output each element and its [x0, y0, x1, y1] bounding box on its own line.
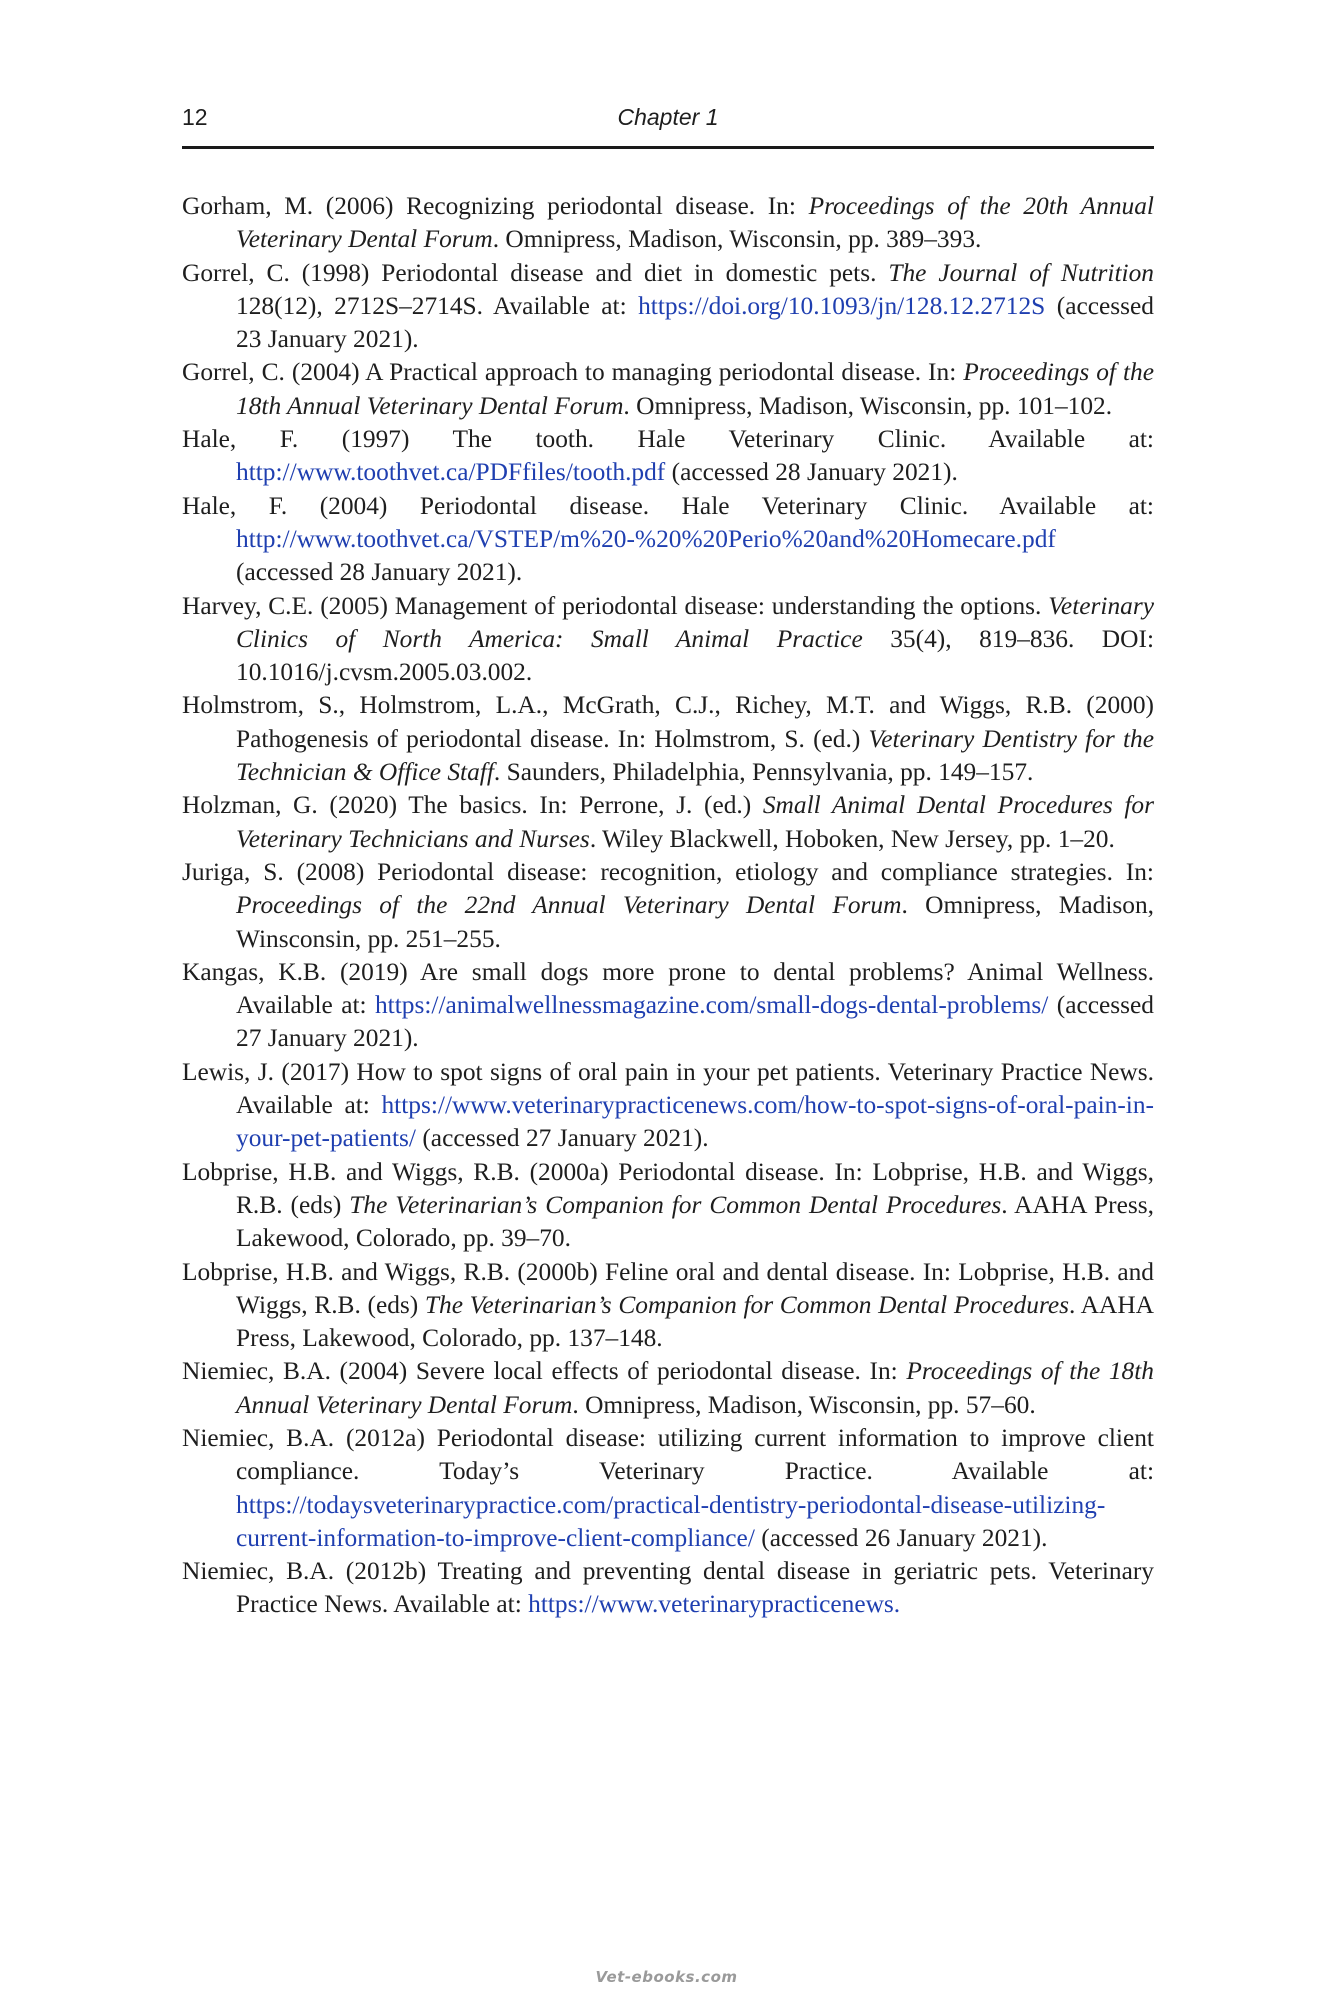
reference-text: Harvey, C.E. (2005) Management of periodontal disease: understanding the options. — [182, 591, 1049, 620]
reference-entry — [182, 1056, 1154, 1156]
reference-link[interactable]: https://doi.org/10.1093/jn/128.12.2712S — [638, 291, 1046, 320]
reference-text: . Omnipress, Madison, Wisconsin, pp. 101–102. — [623, 391, 1113, 420]
reference-text: Lobprise, H.B. and Wiggs, R.B. (2000b) Feline oral and dental disease. In: Lobprise, H.B. and Wiggs, R.B. (eds) — [182, 1257, 1154, 1319]
reference-text: Juriga, S. (2008) Periodontal disease: recognition, etiology and compliance strategies. In: — [182, 857, 1154, 886]
reference-text: (accessed 28 January 2021). — [236, 558, 523, 587]
reference-text: 35(4), 819–836. DOI: 10.1016/j.cvsm.2005.03.002. — [236, 624, 1154, 687]
reference-title: Veterinary Dentistry for the Technician & Office Staff — [236, 724, 1155, 787]
reference-entry — [182, 856, 1154, 956]
reference-entry — [182, 490, 1154, 590]
reference-text: . AAHA Press, Lakewood, Colorado, pp. 137–148. — [236, 1290, 1154, 1353]
running-head: Chapter 1 — [617, 104, 719, 130]
reference-text: Gorrel, C. (2004) A Practical approach to managing periodontal disease. In: — [182, 358, 964, 387]
reference-title: The Veterinarian’s Companion for Common Dental Procedures — [424, 1290, 1070, 1319]
reference-title: Small Animal Dental Procedures for Veterinary Technicians and Nurses — [236, 791, 1154, 853]
reference-entry — [182, 257, 1154, 357]
reference-text: Niemiec, B.A. (2012a) Periodontal disease: utilizing current information to improve client compliance. Today’s Veterinary Practice. Available at: — [182, 1423, 1154, 1486]
reference-title: The Veterinarian’s Companion for Common Dental Procedures — [349, 1190, 1002, 1219]
reference-title: Veterinary Clinics of North America: Small Animal Practice — [236, 591, 1154, 653]
reference-text: Hale, F. (2004) Periodontal disease. Hale Veterinary Clinic. Available at: — [182, 491, 1154, 520]
reference-title: Proceedings of the 22nd Annual Veterinary Dental Forum — [236, 891, 902, 920]
reference-entry — [182, 1256, 1154, 1356]
page-header — [182, 100, 1154, 149]
reference-entry — [182, 789, 1154, 856]
reference-text: (accessed 27 January 2021). — [236, 991, 1154, 1053]
reference-text: . Wiley Blackwell, Hoboken, New Jersey, pp. 1–20. — [589, 824, 1115, 853]
reference-link[interactable]: https://www.veterinarypracticenews. — [528, 1590, 901, 1619]
reference-entry — [182, 590, 1154, 690]
page-number: 12 — [182, 104, 208, 130]
reference-title: Proceedings of the 18th Annual Veterinary Dental Forum — [236, 1357, 1154, 1419]
reference-entry — [182, 1156, 1154, 1256]
reference-text: Niemiec, B.A. (2012b) Treating and preventing dental disease in geriatric pets. Veterinary Practice News. Available at: — [182, 1557, 1154, 1619]
reference-link[interactable]: http://www.toothvet.ca/VSTEP/m%20-%20%20Perio%20and%20Homecare.pdf — [236, 524, 1056, 553]
reference-text: . Omnipress, Madison, Wisconsin, pp. 57–60. — [572, 1390, 1036, 1419]
reference-text: Holmstrom, S., Holmstrom, L.A., McGrath, C.J., Richey, M.T. and Wiggs, R.B. (2000) Pathogenesis of periodontal disease. In: Holmstrom, S. (ed.) — [182, 691, 1154, 753]
reference-title: Proceedings of the 20th Annual Veterinary Dental Forum — [236, 192, 1154, 254]
reference-text: 128(12), 2712S–2714S. Available at: — [236, 291, 639, 320]
reference-text: Niemiec, B.A. (2004) Severe local effects of periodontal disease. In: — [182, 1357, 907, 1386]
reference-entry — [182, 956, 1154, 1056]
reference-text: Gorrel, C. (1998) Periodontal disease and diet in domestic pets. — [182, 258, 889, 287]
reference-link[interactable]: https://www.veterinarypracticenews.com/how-to-spot-signs-of-oral-pain-in-your-pet-patients/ — [236, 1091, 1154, 1153]
reference-title: The Journal of Nutrition — [888, 258, 1154, 287]
reference-text: (accessed 28 January 2021). — [665, 458, 958, 487]
reference-text: Lobprise, H.B. and Wiggs, R.B. (2000a) Periodontal disease. In: Lobprise, H.B. and Wiggs, R.B. (eds) — [182, 1157, 1154, 1219]
reference-text: Lewis, J. (2017) How to spot signs of oral pain in your pet patients. Veterinary Practice News. Available at: — [182, 1057, 1154, 1120]
reference-entry — [182, 689, 1154, 789]
reference-entry — [182, 423, 1154, 490]
reference-text: Kangas, K.B. (2019) Are small dogs more prone to dental problems? Animal Wellness. Available at: — [182, 957, 1154, 1020]
reference-text: Hale, F. (1997) The tooth. Hale Veterinary Clinic. Available at: — [182, 425, 1154, 454]
reference-text: . Omnipress, Madison, Winsconsin, pp. 251–255. — [236, 891, 1154, 953]
reference-text: Gorham, M. (2006) Recognizing periodontal disease. In: — [182, 192, 809, 220]
reference-text: (accessed 27 January 2021). — [416, 1124, 709, 1153]
reference-entry — [182, 1422, 1154, 1555]
reference-text: (accessed 26 January 2021). — [754, 1523, 1048, 1552]
reference-title: Proceedings of the 18th Annual Veterinary Dental Forum — [236, 358, 1154, 420]
reference-link[interactable]: https://todaysveterinarypractice.com/practical-dentistry-periodontal-disease-utilizing-current-information-to-improve-client-compliance/ — [236, 1490, 1106, 1552]
reference-text: Holzman, G. (2020) The basics. In: Perrone, J. (ed.) — [182, 791, 763, 820]
watermark-text: Vet-ebooks.com — [595, 1968, 738, 1986]
reference-text: (accessed 23 January 2021). — [236, 291, 1154, 354]
reference-text: . AAHA Press, Lakewood, Colorado, pp. 39–70. — [236, 1190, 1154, 1253]
reference-entry — [182, 356, 1154, 423]
watermark-logo — [0, 1968, 1333, 1986]
reference-link[interactable]: https://animalwellnessmagazine.com/small-dogs-dental-problems/ — [374, 991, 1049, 1020]
reference-entry — [182, 190, 1154, 257]
reference-text: . Omnipress, Madison, Wisconsin, pp. 389–393. — [492, 225, 982, 254]
reference-entry — [182, 1355, 1154, 1422]
reference-link[interactable]: http://www.toothvet.ca/PDFfiles/tooth.pdf — [236, 458, 666, 487]
reference-text: . Saunders, Philadelphia, Pennsylvania, pp. 149–157. — [493, 758, 1034, 787]
reference-entry — [182, 1555, 1154, 1622]
reference-list — [182, 190, 1154, 1622]
